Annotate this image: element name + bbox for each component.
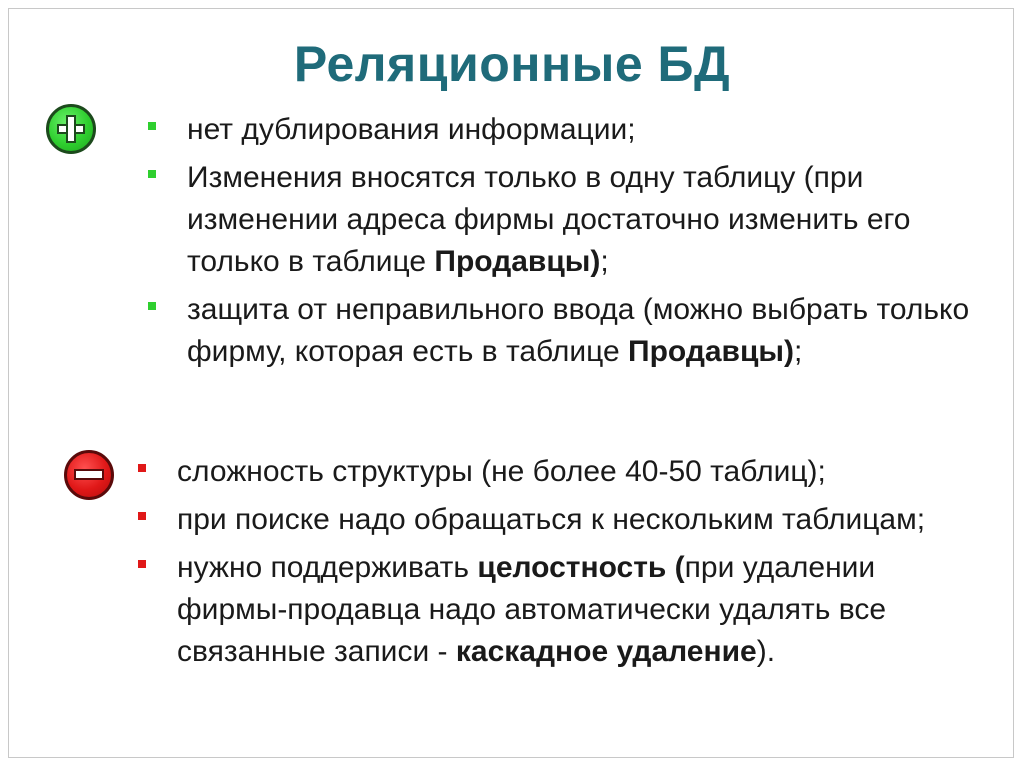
cons-item-text: нужно поддерживать: [177, 551, 478, 584]
pros-item-text: нет дублирования информации;: [187, 113, 636, 146]
pros-item-text: ;: [794, 335, 803, 368]
bullet-icon: [138, 464, 146, 472]
slide-title: Реляционные БД: [293, 36, 731, 92]
pros-item: [143, 289, 993, 373]
minus-circle-icon: [64, 450, 114, 500]
pros-item-text: защита от неправильного ввода (можно выбрать только фирму, которая есть в таблице: [187, 293, 970, 368]
cons-list: [133, 451, 993, 679]
pros-item: [143, 109, 993, 151]
cons-item-text: ).: [756, 635, 776, 668]
cons-item-text: при поиске надо обращаться к нескольким таблицам;: [177, 503, 926, 536]
pros-item-text: ;: [600, 245, 609, 278]
bullet-icon: [148, 170, 156, 178]
cons-item: [133, 451, 993, 493]
cons-item: [133, 547, 993, 673]
bullet-icon: [148, 122, 156, 130]
cons-item-bold: каскадное удаление: [455, 635, 757, 668]
cons-item: [133, 499, 993, 541]
bullet-icon: [138, 560, 146, 568]
cons-item-text: при удалении фирмы-продавца надо автоматически удалять все связанные записи -: [177, 551, 887, 668]
slide: [8, 8, 1014, 758]
pros-item-text: Изменения вносятся только в одну таблицу (при изменении адреса фирмы достаточно изменить его только в таблице: [187, 161, 911, 278]
pros-item-bold: Продавцы): [434, 245, 601, 278]
plus-circle-icon: [46, 104, 96, 154]
bullet-icon: [138, 512, 146, 520]
pros-item: [143, 157, 993, 283]
pros-item-bold: Продавцы): [628, 335, 795, 368]
bullet-icon: [148, 302, 156, 310]
cons-item-text: сложность структуры (не более 40-50 таблиц);: [177, 455, 826, 488]
pros-list: [143, 109, 993, 379]
cons-item-bold: целостность (: [477, 551, 685, 584]
